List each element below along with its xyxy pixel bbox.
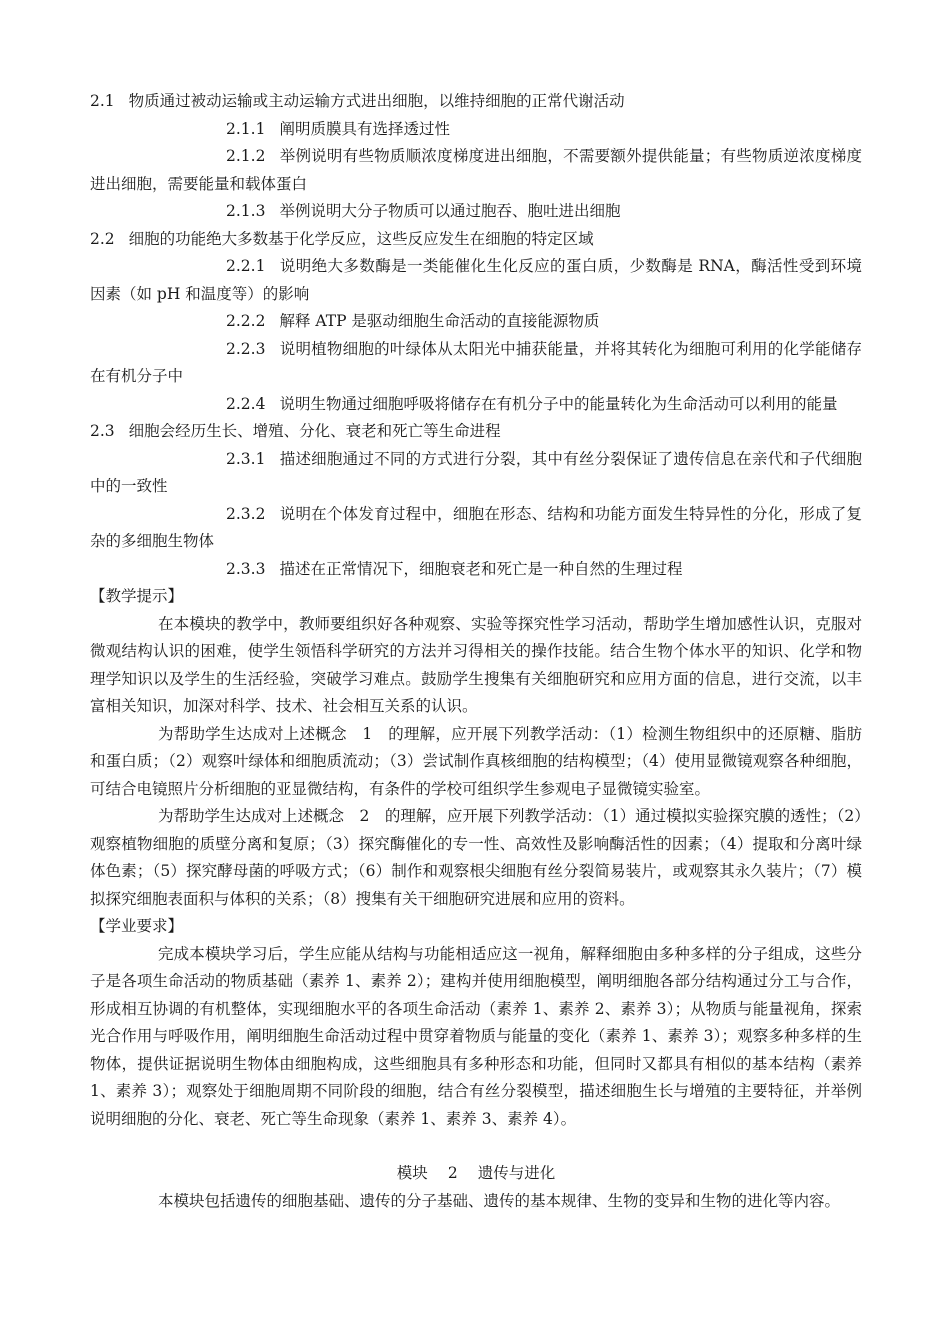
module-number: 2 xyxy=(447,1164,458,1182)
section-number: 2.1 xyxy=(90,92,115,110)
item-number: 2.1.2 xyxy=(226,147,266,165)
item-2-3-1 xyxy=(90,446,862,501)
section-2-2 xyxy=(90,226,862,254)
section-number: 2.3 xyxy=(90,422,115,440)
module-label: 模块 xyxy=(396,1164,428,1182)
item-2-1-2 xyxy=(90,143,862,198)
item-number: 2.3.2 xyxy=(226,504,266,523)
item-text: 举例说明有些物质顺浓度梯度进出细胞，不需要额外提供能量；有些物质逆浓度梯度进出细胞，需要能量和载体蛋白 xyxy=(90,147,862,193)
module-name: 遗传与进化 xyxy=(477,1164,556,1182)
item-text: 解释 ATP 是驱动细胞生命活动的直接能源物质 xyxy=(279,312,600,330)
item-number: 2.3.3 xyxy=(226,559,266,578)
section-number: 2.2 xyxy=(90,229,115,248)
item-number: 2.2.3 xyxy=(226,339,266,358)
teaching-paragraph: 在本模块的教学中，教师要组织好各种观察、实验等探究性学习活动，帮助学生增加感性认识，克服对微观结构认识的困难，使学生领悟科学研究的方法并习得相关的操作技能。结合生物个体水平的知识、化学和物理学知识以及学生的生活经验，突破学习难点。鼓励学生搜集有关细胞研究和应用方面的信息，进行交流，以丰富相关知识，加深对科学、技术、社会相互关系的认识。 xyxy=(90,614,862,715)
item-text: 说明在个体发育过程中，细胞在形态、结构和功能方面发生特异性的分化，形成了复杂的多细胞生物体 xyxy=(90,504,862,550)
item-number: 2.1.1 xyxy=(226,119,266,138)
item-text: 阐明质膜具有选择透过性 xyxy=(279,119,450,138)
item-2-2-1 xyxy=(90,253,862,308)
section-text: 细胞的功能绝大多数基于化学反应，这些反应发生在细胞的特定区域 xyxy=(128,229,594,248)
item-2-3-2 xyxy=(90,501,862,556)
section-text: 细胞会经历生长、增殖、分化、衰老和死亡等生命进程 xyxy=(128,422,501,440)
item-text: 描述在正常情况下，细胞衰老和死亡是一种自然的生理过程 xyxy=(279,559,683,578)
item-2-2-3 xyxy=(90,336,862,391)
item-number: 2.3.1 xyxy=(226,449,266,468)
item-text: 举例说明大分子物质可以通过胞吞、胞吐进出细胞 xyxy=(279,202,621,220)
item-number: 2.2.1 xyxy=(226,257,266,275)
teaching-heading: 【教学提示】 xyxy=(90,587,184,605)
item-text: 说明植物细胞的叶绿体从太阳光中捕获能量，并将其转化为细胞可利用的化学能储存在有机分子中 xyxy=(90,339,862,385)
academic-paragraph: 完成本模块学习后，学生应能从结构与功能相适应这一视角，解释细胞由多种多样的分子组成，这些分子是各项生命活动的物质基础（素养 1、素养 2）；建构并使用细胞模型，阐明细胞各部分结构通过分工与合作，形成相互协调的有机整体，实现细胞水平的各项生命活动（素养 1、素养 2、素养 3）；从物质与能量视角，探索光合作用与呼吸作用，阐明细胞生命活动过程中贯穿着物质与能量的变化（素养 1、素养 3）；观察多种多样的生物体，提供证据说明生物体由细胞构成，这些细胞具有多种形态和功能，但同时又都具有相似的基本结构（素养 1、素养 3）；观察处于细胞周期不同阶段的细胞，结合有丝分裂模型，描述细胞生长与增殖的主要特征，并举例说明细胞的分化、衰老、死亡等生命现象（素养 1、素养 3、素养 4）。 xyxy=(90,944,862,1128)
item-2-2-2 xyxy=(90,308,862,336)
item-text: 描述细胞通过不同的方式进行分裂，其中有丝分裂保证了遗传信息在亲代和子代细胞中的一致性 xyxy=(90,449,862,495)
item-text: 说明生物通过细胞呼吸将储存在有机分子中的能量转化为生命活动可以利用的能量 xyxy=(279,394,838,413)
item-2-1-1 xyxy=(90,116,862,144)
item-text: 说明绝大多数酶是一类能催化生化反应的蛋白质，少数酶是 RNA，酶活性受到环境因素（如 pH 和温度等）的影响 xyxy=(90,257,862,303)
item-number: 2.2.4 xyxy=(226,394,266,413)
item-2-1-3 xyxy=(90,198,862,226)
teaching-paragraph: 为帮助学生达成对上述概念 1 的理解，应开展下列教学活动：（1）检测生物组织中的还原糖、脂肪和蛋白质；（2）观察叶绿体和细胞质流动；（3）尝试制作真核细胞的结构模型；（4）使用显微镜观察各种细胞，可结合电镜照片分析细胞的亚显微结构，有条件的学校可组织学生参观电子显微镜实验室。 xyxy=(90,724,862,798)
section-text: 物质通过被动运输或主动运输方式进出细胞，以维持细胞的正常代谢活动 xyxy=(128,92,625,110)
teaching-paragraph: 为帮助学生达成对上述概念 2 的理解，应开展下列教学活动：（1）通过模拟实验探究膜的透性；（2）观察植物细胞的质壁分离和复原；（3）探究酶催化的专一性、高效性及影响酶活性的因素；（4）提取和分离叶绿体色素；（5）探究酵母菌的呼吸方式；（6）制作和观察根尖细胞有丝分裂简易装片，或观察其永久装片；（7）模拟探究细胞表面积与体积的关系；（8）搜集有关干细胞研究进展和应用的资料。 xyxy=(90,807,862,908)
spacer xyxy=(90,1133,862,1160)
item-2-3-3 xyxy=(90,556,862,584)
item-2-2-4 xyxy=(90,391,862,419)
section-2-1 xyxy=(90,88,862,116)
item-number: 2.2.2 xyxy=(226,312,266,330)
module-intro: 本模块包括遗传的细胞基础、遗传的分子基础、遗传的基本规律、生物的变异和生物的进化等内容。 xyxy=(158,1191,841,1210)
section-2-3 xyxy=(90,418,862,446)
academic-heading: 【学业要求】 xyxy=(90,917,184,935)
module-title xyxy=(90,1160,862,1188)
item-number: 2.1.3 xyxy=(226,202,266,220)
document-page xyxy=(90,88,862,1215)
